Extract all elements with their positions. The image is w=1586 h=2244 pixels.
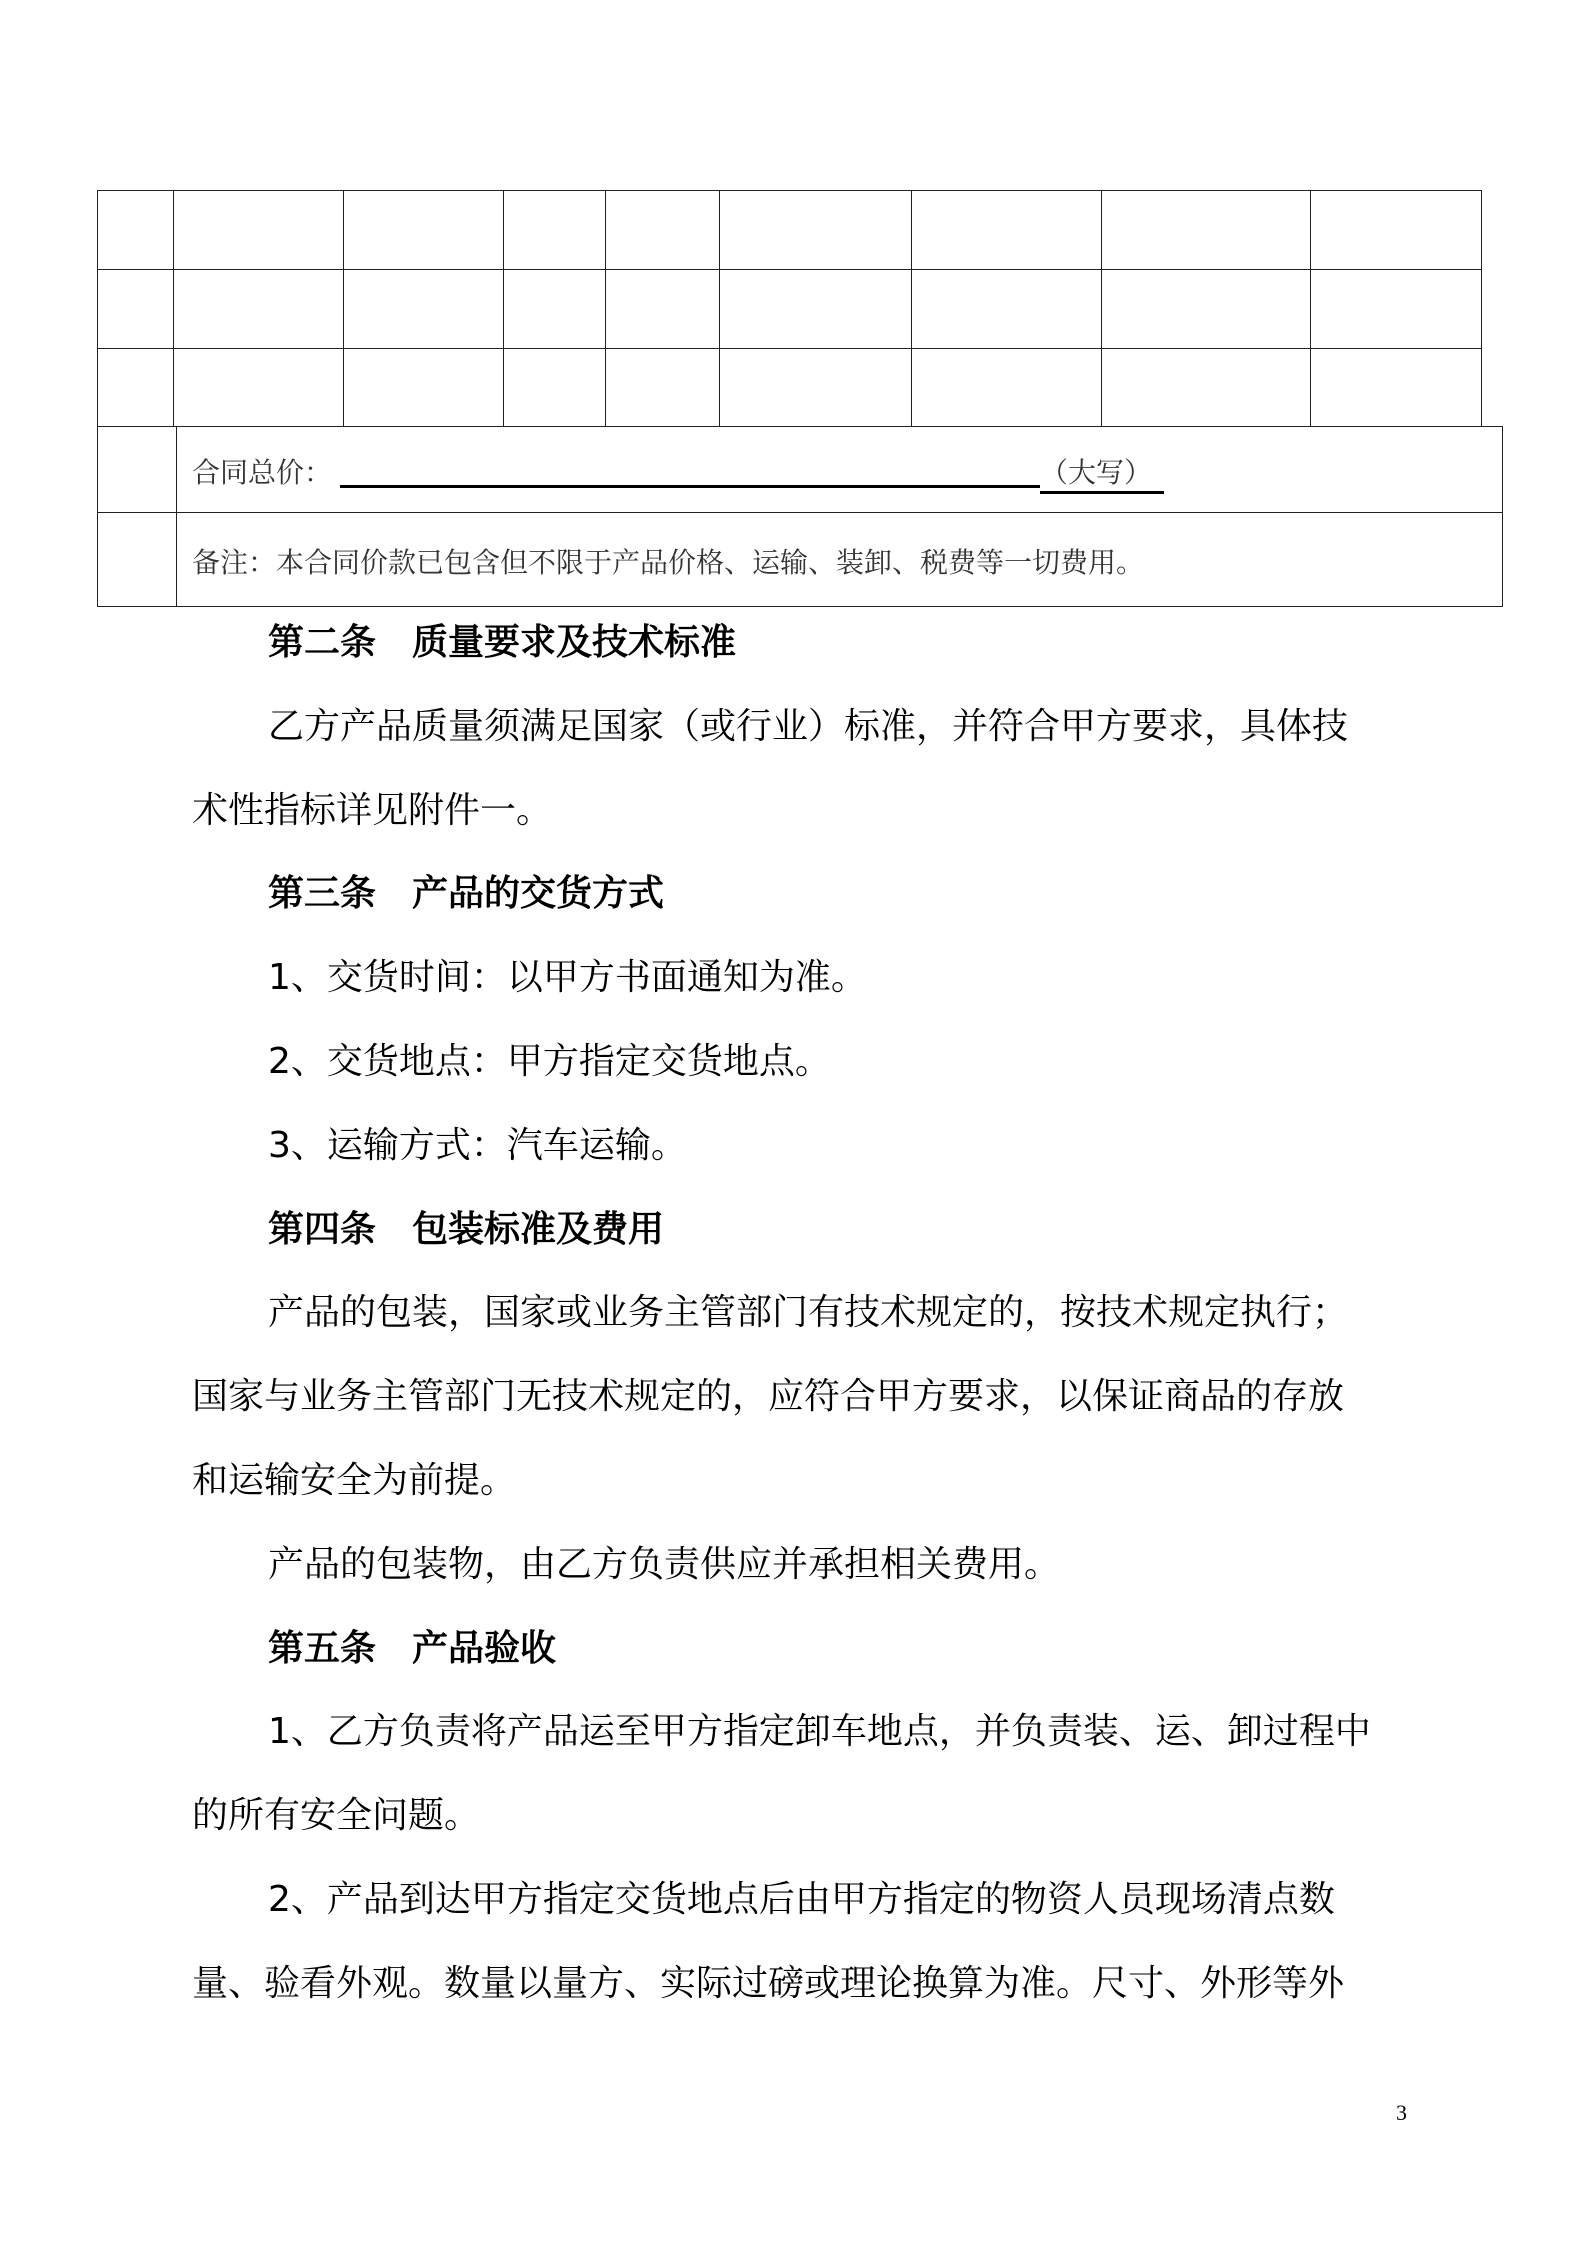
body-text-line: 国家与业务主管部门无技术规定的，应符合甲方要求，以保证商品的存放 xyxy=(192,1376,1345,1418)
col-divider xyxy=(1101,191,1102,426)
body-text-line: 1、交货时间：以甲方书面通知为准。 xyxy=(268,957,867,999)
total-price-blank xyxy=(340,457,1040,488)
col-divider xyxy=(605,191,606,426)
body-text-line: 乙方产品质量须满足国家（或行业）标准，并符合甲方要求，具体技 xyxy=(268,705,1349,747)
total-table xyxy=(97,426,1503,607)
row-divider xyxy=(98,348,1481,349)
row-divider xyxy=(98,269,1481,270)
section-heading: 第五条 产品验收 xyxy=(268,1627,557,1669)
col-divider xyxy=(503,191,504,426)
body-text-line: 量、验看外观。数量以量方、实际过磅或理论换算为准。尺寸、外形等外 xyxy=(192,1962,1345,2004)
note-row: 备注：本合同价款已包含但不限于产品价格、运输、装卸、税费等一切费用。 xyxy=(192,546,1145,579)
section-heading: 第二条 质量要求及技术标准 xyxy=(268,622,737,663)
body-text-line: 1、乙方负责将产品运至甲方指定卸车地点，并负责装、运、卸过程中 xyxy=(268,1711,1371,1753)
body-text-line: 2、产品到达甲方指定交货地点后由甲方指定的物资人员现场清点数 xyxy=(268,1879,1335,1920)
total-price-label: 合同总价： xyxy=(192,456,333,489)
section-heading: 第四条 包装标准及费用 xyxy=(268,1208,665,1250)
col-divider xyxy=(343,191,344,426)
section-heading: 第三条 产品的交货方式 xyxy=(268,873,665,915)
row-divider xyxy=(98,512,1502,513)
total-price-row xyxy=(192,451,1164,494)
col-divider xyxy=(719,191,720,426)
page-number: 3 xyxy=(1396,2100,1407,2125)
col-divider xyxy=(911,191,912,426)
col-divider xyxy=(173,191,174,426)
col-divider xyxy=(1310,191,1311,426)
product-table-empty-rows xyxy=(97,190,1482,427)
body-text-line: 的所有安全问题。 xyxy=(192,1795,481,1837)
body-text-line: 3、运输方式：汽车运输。 xyxy=(268,1124,687,1166)
total-price-suffix: （大写） xyxy=(1040,451,1164,494)
body-text-line: 2、交货地点：甲方指定交货地点。 xyxy=(268,1041,831,1082)
body-text-line: 产品的包装物，由乙方负责供应并承担相关费用。 xyxy=(268,1543,1061,1585)
body-text-line: 术性指标详见附件一。 xyxy=(192,789,553,831)
col-divider xyxy=(176,427,177,606)
body-text-line: 和运输安全为前提。 xyxy=(192,1460,517,1501)
body-text-line: 产品的包装，国家或业务主管部门有技术规定的，按技术规定执行； xyxy=(268,1292,1349,1334)
